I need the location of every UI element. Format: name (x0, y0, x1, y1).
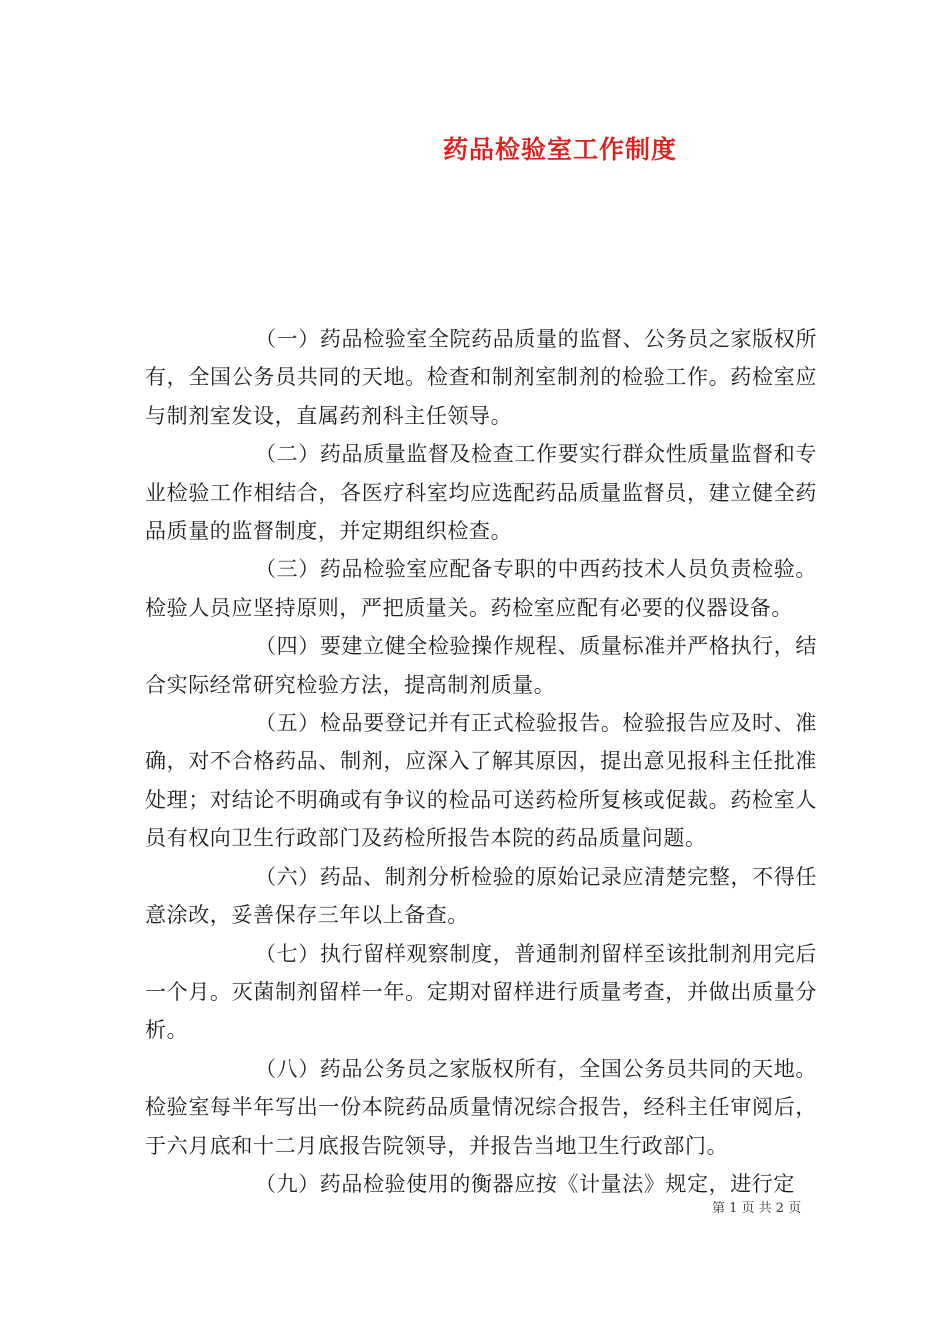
paragraph-8: （八）药品公务员之家版权所有，全国公务员共同的天地。检验室每半年写出一份本院药品质量情况综合报告，经科主任审阅后，于六月底和十二月底报告院领导，并报告当地卫生行政部门。 (145, 1056, 817, 1158)
paragraph-6: （六）药品、制剂分析检验的原始记录应清楚完整，不得任意涂改，妥善保存三年以上备查。 (145, 864, 817, 928)
paragraph-1: （一）药品检验室全院药品质量的监督、公务员之家版权所有，全国公务员共同的天地。检查和制剂室制剂的检验工作。药检室应与制剂室发设，直属药剂科主任领导。 (145, 327, 817, 428)
paragraph-3: （三）药品检验室应配备专职的中西药技术人员负责检验。检验人员应坚持原则，严把质量关。药检室应配有必要的仪器设备。 (145, 557, 817, 620)
document-body (145, 320, 817, 1203)
page-number-footer: 第 1 页 共 2 页 (712, 1201, 802, 1216)
paragraph-2: （二）药品质量监督及检查工作要实行群众性质量监督和专业检验工作相结合，各医疗科室均应选配药品质量监督员，建立健全药品质量的监督制度，并定期组织检查。 (145, 442, 817, 544)
paragraph-9: （九）药品检验使用的衡器应按《计量法》规定，进行定 (255, 1171, 795, 1196)
paragraph-5: （五）检品要登记并有正式检验报告。检验报告应及时、准确，对不合格药品、制剂，应深入了解其原因，提出意见报科主任批准处理；对结论不明确或有争议的检品可送药检所复核或促裁。药检室人员有权向卫生行政部门及药检所报告本院的药品质量问题。 (145, 711, 817, 851)
paragraph-4: （四）要建立健全检验操作规程、质量标准并严格执行，结合实际经常研究检验方法，提高制剂质量。 (145, 634, 817, 697)
document-title: 药品检验室工作制度 (442, 135, 677, 164)
paragraph-7: （七）执行留样观察制度，普通制剂留样至该批制剂用完后一个月。灭菌制剂留样一年。定期对留样进行质量考查，并做出质量分析。 (145, 941, 817, 1043)
